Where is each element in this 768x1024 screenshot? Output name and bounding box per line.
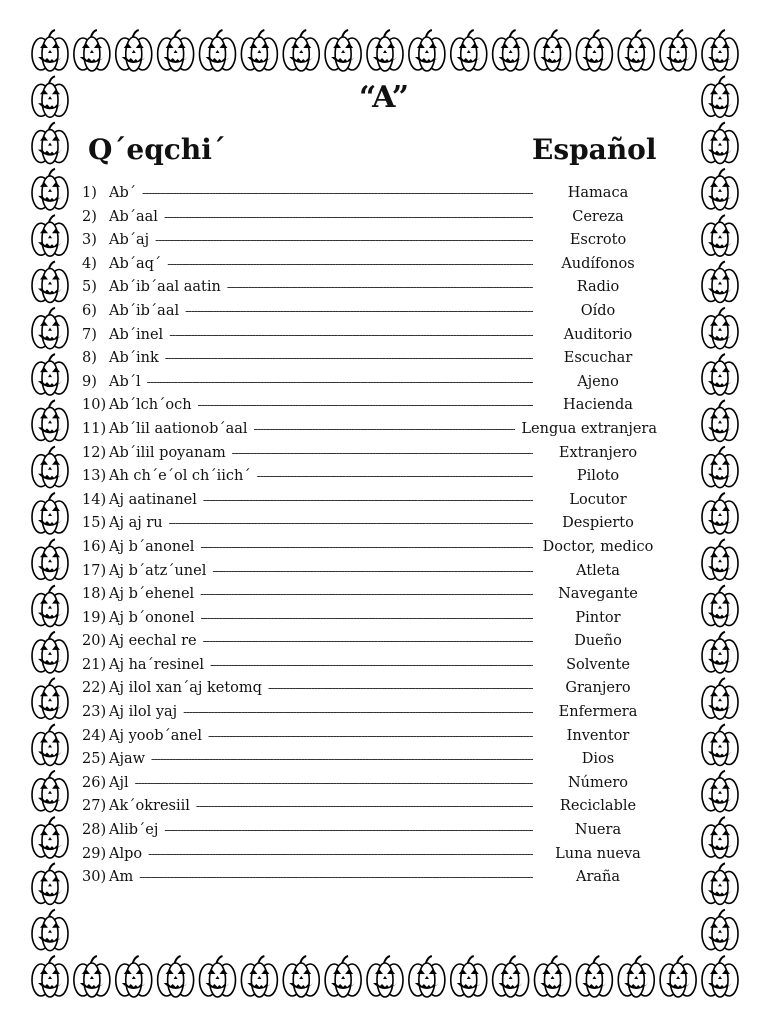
- vocabulary-row: [82, 607, 657, 631]
- vocabulary-row: [82, 418, 657, 442]
- vocabulary-row: [82, 300, 657, 324]
- entry-number: 7): [82, 326, 97, 343]
- espanol-column-header: Español: [532, 133, 657, 166]
- entry-number: 20): [82, 633, 107, 650]
- vocabulary-row: [82, 371, 657, 395]
- entry-number: 23): [82, 704, 107, 721]
- espanol-word: Solvente: [566, 656, 630, 673]
- vocabulary-row: [82, 677, 657, 701]
- dotted-leader: [232, 442, 533, 466]
- dotted-leader: [147, 371, 533, 395]
- pumpkin-icon: [32, 400, 68, 441]
- pumpkin-icon: [241, 30, 277, 71]
- pumpkin-icon: [32, 586, 68, 627]
- vocabulary-row: [82, 276, 657, 300]
- pumpkin-icon: [451, 956, 487, 997]
- pumpkin-icon: [702, 863, 738, 904]
- pumpkin-icon: [32, 169, 68, 210]
- dotted-leader: [164, 819, 533, 843]
- espanol-word: Enfermera: [558, 704, 638, 721]
- pumpkin-icon: [32, 493, 68, 534]
- espanol-word: Cereza: [572, 208, 624, 225]
- pumpkin-icon: [409, 30, 445, 71]
- dotted-leader: [185, 300, 533, 324]
- pumpkin-icon: [576, 956, 612, 997]
- pumpkin-icon: [702, 123, 738, 164]
- entry-number: 9): [82, 373, 97, 390]
- pumpkin-icon: [32, 956, 68, 997]
- pumpkin-icon: [32, 354, 68, 395]
- entry-number: 5): [82, 279, 97, 296]
- espanol-word: Auditorio: [563, 326, 633, 343]
- pumpkin-icon: [535, 30, 571, 71]
- entry-number: 1): [82, 185, 97, 201]
- entry-number: 13): [82, 468, 107, 485]
- dotted-leader: [151, 748, 533, 772]
- dotted-leader: [203, 630, 533, 654]
- pumpkin-icon: [283, 956, 319, 997]
- vocabulary-row: [82, 394, 657, 418]
- pumpkin-icon: [493, 30, 529, 71]
- espanol-word: Hamaca: [567, 185, 629, 201]
- dotted-leader: [200, 583, 533, 607]
- espanol-word: Piloto: [576, 468, 620, 485]
- pumpkin-icon: [660, 30, 696, 71]
- pumpkin-icon: [702, 817, 738, 858]
- pumpkin-icon: [32, 308, 68, 349]
- pumpkin-icon: [702, 447, 738, 488]
- pumpkin-icon: [367, 30, 403, 71]
- vocabulary-row: [82, 866, 657, 890]
- dotted-leader: [169, 324, 533, 348]
- qeqchi-word: Ab´ib´aal: [109, 302, 180, 319]
- espanol-word: Doctor, medico: [542, 538, 654, 555]
- espanol-word: Luna nueva: [555, 845, 641, 862]
- pumpkin-icon: [493, 956, 529, 997]
- pumpkin-icon: [702, 956, 738, 997]
- qeqchi-word: Aj aatinanel: [109, 491, 197, 508]
- vocabulary-row: [82, 772, 657, 796]
- entry-number: 28): [82, 822, 107, 839]
- espanol-word: Pintor: [575, 609, 621, 626]
- vocabulary-row: [82, 465, 657, 489]
- dotted-leader: [165, 347, 533, 371]
- pumpkin-icon: [241, 956, 277, 997]
- pumpkin-icon: [618, 30, 654, 71]
- entry-number: 16): [82, 538, 107, 555]
- entry-number: 18): [82, 586, 107, 603]
- vocabulary-row: [82, 512, 657, 536]
- dotted-leader: [212, 560, 533, 584]
- qeqchi-word: Ajaw: [109, 751, 146, 768]
- page-title: “A”: [358, 80, 410, 115]
- vocabulary-row: [82, 583, 657, 607]
- dotted-leader: [208, 725, 533, 749]
- dotted-leader: [227, 276, 533, 300]
- pumpkin-icon: [32, 539, 68, 580]
- pumpkin-icon: [32, 30, 68, 71]
- pumpkin-icon: [702, 771, 738, 812]
- pumpkin-icon: [702, 539, 738, 580]
- pumpkin-icon: [702, 30, 738, 71]
- qeqchi-word: Ab´l: [109, 373, 141, 390]
- qeqchi-word: Aj b´atz´unel: [109, 562, 207, 579]
- entry-number: 15): [82, 515, 107, 532]
- pumpkin-icon: [32, 123, 68, 164]
- dotted-leader: [135, 772, 533, 796]
- pumpkin-icon: [158, 30, 194, 71]
- vocabulary-row: [82, 324, 657, 348]
- vocabulary-row: [82, 725, 657, 749]
- espanol-word: Navegante: [558, 586, 638, 603]
- vocabulary-row: [82, 560, 657, 584]
- pumpkin-icon: [32, 771, 68, 812]
- vocabulary-row: [82, 630, 657, 654]
- pumpkin-icon: [702, 725, 738, 766]
- entry-number: 10): [82, 397, 107, 414]
- dotted-leader: [200, 536, 533, 560]
- qeqchi-word: Ab´: [109, 185, 137, 201]
- qeqchi-word: Ab´lch´och: [109, 397, 192, 414]
- pumpkin-icon: [200, 30, 236, 71]
- dotted-leader: [164, 206, 533, 230]
- pumpkin-icon: [32, 447, 68, 488]
- pumpkin-icon: [32, 678, 68, 719]
- entry-number: 6): [82, 302, 97, 319]
- qeqchi-word: Ab´ilil poyanam: [109, 444, 226, 461]
- qeqchi-word: Aj ha´resinel: [109, 656, 204, 673]
- espanol-word: Oído: [580, 302, 616, 319]
- qeqchi-word: Aj b´ononel: [109, 609, 195, 626]
- vocabulary-row: [82, 347, 657, 371]
- dotted-leader: [155, 229, 533, 253]
- pumpkin-icon: [32, 262, 68, 303]
- pumpkin-icon: [702, 354, 738, 395]
- entry-number: 22): [82, 680, 107, 697]
- qeqchi-word: Ab´aq´: [109, 255, 162, 272]
- dotted-leader: [268, 677, 533, 701]
- pumpkin-icon: [702, 910, 738, 951]
- dotted-leader: [198, 394, 533, 418]
- qeqchi-column-header: Q´eqchi´: [88, 133, 226, 166]
- qeqchi-word: Aj yoob´anel: [109, 727, 202, 744]
- entry-number: 25): [82, 751, 107, 768]
- qeqchi-word: Aj aj ru: [109, 515, 163, 532]
- espanol-word: Hacienda: [563, 397, 633, 414]
- pumpkin-icon: [116, 956, 152, 997]
- pumpkin-icon: [702, 169, 738, 210]
- qeqchi-word: Ab´aal: [109, 208, 158, 225]
- pumpkin-icon: [32, 215, 68, 256]
- pumpkin-icon: [158, 956, 194, 997]
- vocabulary-row: [82, 748, 657, 772]
- entry-number: 29): [82, 845, 107, 862]
- qeqchi-word: Ab´inel: [109, 326, 164, 343]
- qeqchi-word: Ab´ink: [109, 350, 159, 367]
- pumpkin-icon: [32, 817, 68, 858]
- vocabulary-row: [82, 253, 657, 277]
- pumpkin-icon: [409, 956, 445, 997]
- pumpkin-icon: [325, 30, 361, 71]
- pumpkin-icon: [74, 30, 110, 71]
- espanol-word: Despierto: [562, 515, 634, 532]
- espanol-word: Dueño: [574, 633, 622, 650]
- qeqchi-word: Alpo: [109, 845, 143, 862]
- qeqchi-word: Ab´aj: [109, 232, 150, 249]
- qeqchi-word: Am: [109, 869, 134, 886]
- pumpkin-icon: [200, 956, 236, 997]
- espanol-word: Nuera: [574, 822, 622, 839]
- entry-number: 11): [82, 420, 107, 437]
- espanol-word: Escroto: [569, 232, 627, 249]
- espanol-word: Lengua extranjera: [521, 420, 657, 437]
- qeqchi-word: Aj ilol xan´aj ketomq: [109, 680, 262, 697]
- entry-number: 21): [82, 656, 107, 673]
- espanol-word: Atleta: [576, 562, 620, 579]
- vocabulary-row: [82, 229, 657, 253]
- espanol-word: Reciclable: [559, 798, 637, 815]
- entry-number: 2): [82, 208, 97, 225]
- pumpkin-icon: [32, 910, 68, 951]
- pumpkin-icon: [32, 725, 68, 766]
- pumpkin-icon: [451, 30, 487, 71]
- entry-number: 27): [82, 798, 107, 815]
- dotted-leader: [148, 843, 533, 867]
- entry-number: 24): [82, 727, 107, 744]
- entry-number: 4): [82, 255, 97, 272]
- vocabulary-row: [82, 819, 657, 843]
- dotted-leader: [169, 512, 533, 536]
- espanol-word: Radio: [576, 279, 620, 296]
- vocabulary-row: [82, 442, 657, 466]
- dotted-leader: [139, 866, 533, 890]
- pumpkin-icon: [116, 30, 152, 71]
- vocabulary-row: [82, 795, 657, 819]
- entry-number: 8): [82, 350, 97, 367]
- entry-number: 19): [82, 609, 107, 626]
- vocabulary-row: [82, 182, 657, 206]
- dotted-leader: [257, 465, 533, 489]
- espanol-word: Dios: [581, 751, 615, 768]
- dotted-leader: [183, 701, 533, 725]
- vocabulary-row: [82, 536, 657, 560]
- vocabulary-row: [82, 701, 657, 725]
- dotted-leader: [203, 489, 533, 513]
- pumpkin-icon: [618, 956, 654, 997]
- qeqchi-word: Aj eechal re: [109, 633, 197, 650]
- pumpkin-icon: [325, 956, 361, 997]
- espanol-word: Escuchar: [563, 350, 633, 367]
- dotted-leader: [210, 654, 533, 678]
- qeqchi-word: Ah ch´e´ol ch´iich´: [109, 468, 251, 485]
- pumpkin-icon: [702, 215, 738, 256]
- vocabulary-row: [82, 654, 657, 678]
- espanol-word: Extranjero: [558, 444, 638, 461]
- qeqchi-word: Ajl: [109, 774, 129, 791]
- pumpkin-icon: [74, 956, 110, 997]
- pumpkin-icon: [32, 863, 68, 904]
- pumpkin-icon: [32, 632, 68, 673]
- qeqchi-word: Ak´okresiil: [109, 798, 190, 815]
- espanol-word: Ajeno: [577, 373, 619, 390]
- espanol-word: Inventor: [566, 727, 630, 744]
- qeqchi-word: Aj b´ehenel: [109, 586, 195, 603]
- qeqchi-word: Alib´ej: [109, 822, 159, 839]
- pumpkin-icon: [702, 632, 738, 673]
- vocabulary-list: [82, 182, 657, 890]
- pumpkin-icon: [702, 586, 738, 627]
- pumpkin-icon: [702, 400, 738, 441]
- pumpkin-icon: [702, 308, 738, 349]
- pumpkin-icon: [367, 956, 403, 997]
- entry-number: 17): [82, 562, 107, 579]
- entry-number: 14): [82, 491, 107, 508]
- espanol-word: Número: [567, 774, 629, 791]
- entry-number: 3): [82, 232, 97, 249]
- dotted-leader: [167, 253, 533, 277]
- pumpkin-icon: [660, 956, 696, 997]
- qeqchi-word: Ab´ib´aal aatin: [109, 279, 221, 296]
- pumpkin-icon: [702, 493, 738, 534]
- vocabulary-row: [82, 206, 657, 230]
- espanol-word: Araña: [575, 869, 621, 886]
- pumpkin-icon: [702, 262, 738, 303]
- pumpkin-icon: [702, 678, 738, 719]
- entry-number: 26): [82, 774, 107, 791]
- dotted-leader: [200, 607, 533, 631]
- entry-number: 12): [82, 444, 107, 461]
- dotted-leader: [196, 795, 533, 819]
- qeqchi-word: Ab´lil aationob´aal: [109, 420, 248, 437]
- vocabulary-row: [82, 489, 657, 513]
- qeqchi-word: Aj ilol yaj: [109, 704, 178, 721]
- entry-number: 30): [82, 869, 107, 886]
- vocabulary-row: [82, 843, 657, 867]
- pumpkin-icon: [576, 30, 612, 71]
- espanol-word: Granjero: [565, 680, 631, 697]
- dotted-leader: [142, 182, 533, 206]
- dotted-leader: [254, 418, 516, 442]
- espanol-word: Locutor: [569, 491, 627, 508]
- qeqchi-word: Aj b´anonel: [109, 538, 195, 555]
- espanol-word: Audífonos: [561, 255, 635, 272]
- pumpkin-icon: [283, 30, 319, 71]
- pumpkin-icon: [535, 956, 571, 997]
